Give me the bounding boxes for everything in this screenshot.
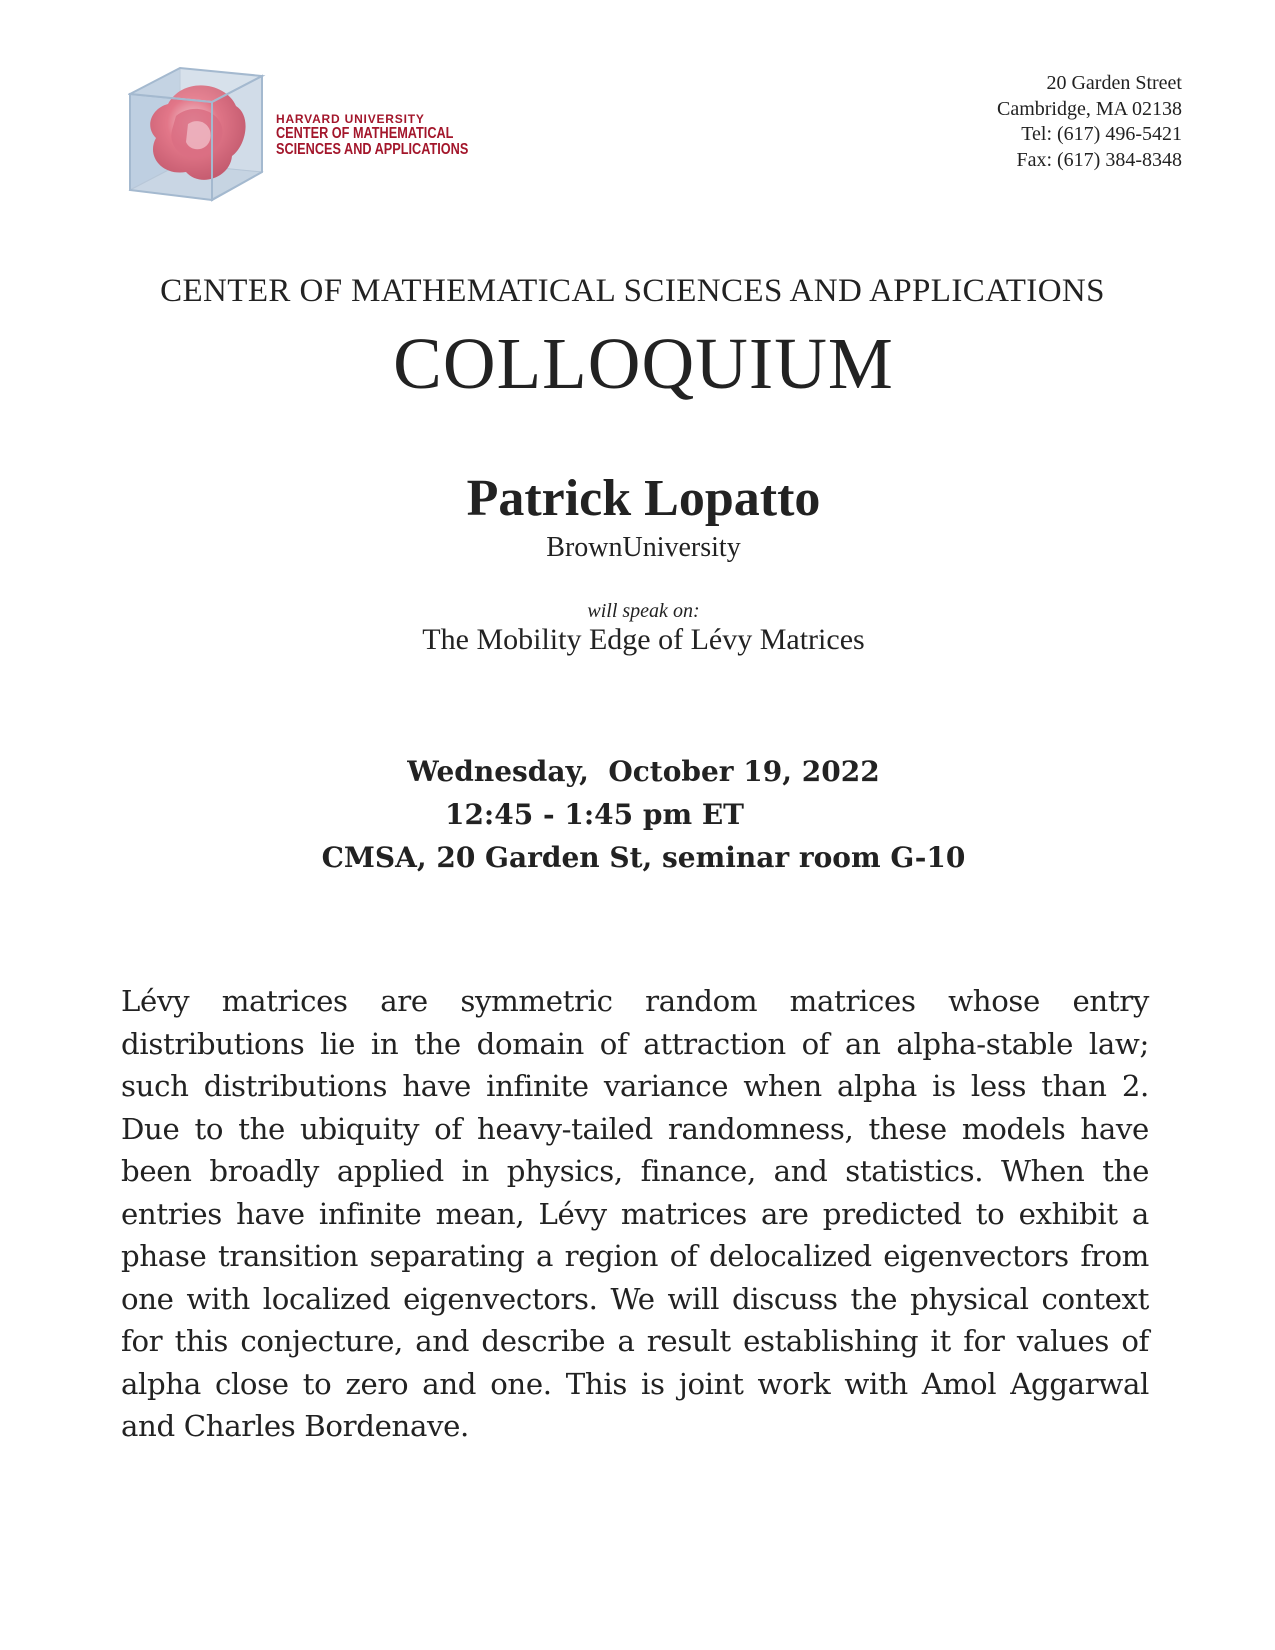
contact-address (997, 71, 1182, 173)
center-name-heading: CENTER OF MATHEMATICAL SCIENCES AND APPLICATIONS (160, 273, 1105, 309)
talk-title: The Mobility Edge of Lévy Matrices (422, 623, 865, 656)
logo-wordmark (276, 113, 511, 158)
address-city: Cambridge, MA 02138 (997, 97, 1182, 120)
speaker-affiliation: BrownUniversity (546, 532, 741, 563)
event-details (0, 750, 1275, 879)
logo-university-name: HARVARD UNIVERSITY (276, 112, 425, 126)
event-date: Wednesday, October 19, 2022 (407, 755, 880, 788)
event-location: CMSA, 20 Garden St, seminar room G-10 (321, 841, 966, 874)
address-fax: Fax: (617) 384-8348 (1016, 148, 1182, 171)
talk-abstract: Lévy matrices are symmetric random matrices whose entry distributions lie in the domain of attraction of an alpha-stable law; such distributions have infinite variance when alpha is less than 2. Due to the ubiquity of heavy-tailed randomness, these models have been broadly applied in physics, finance, and statistics. When the entries have infinite mean, Lévy matrices are predicted to exhibit a phase transition separating a region of delocalized eigenvectors from one with localized eigenvectors. We will discuss the physical context for this conjecture, and describe a result establishing it for values of alpha close to zero and one. This is joint work with Amol Aggarwal and Charles Bordenave. (121, 984, 1149, 1443)
speaker-name: Patrick Lopatto (466, 470, 821, 527)
cube-emblem-icon (128, 64, 268, 209)
logo-center-name-line2: SCIENCES AND APPLICATIONS (276, 140, 469, 158)
address-street: 20 Garden Street (1046, 72, 1182, 94)
address-phone: Tel: (617) 496-5421 (1021, 123, 1182, 145)
talk-intro: will speak on: (587, 600, 700, 622)
cmsa-logo (128, 64, 468, 209)
event-time: 12:45 - 1:45 pm ET (444, 798, 745, 831)
logo-center-name-line1: CENTER OF MATHEMATICAL (276, 124, 454, 142)
event-type-title: COLLOQUIUM (393, 323, 894, 404)
